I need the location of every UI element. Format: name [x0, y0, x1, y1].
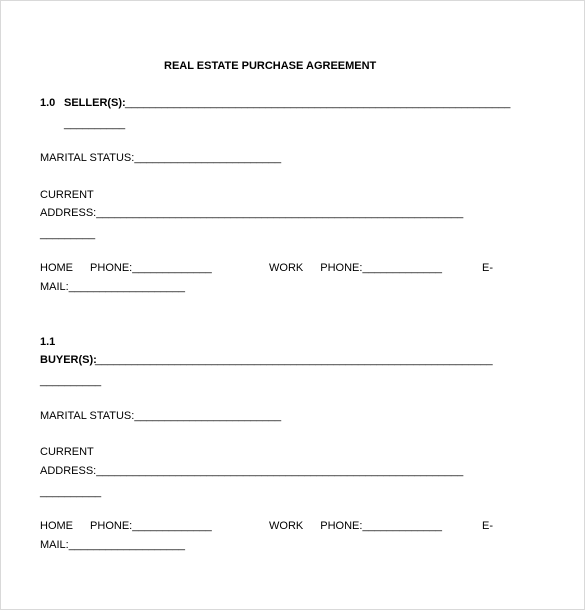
buyer-field-line[interactable]: _________________________________________________________________: [95, 354, 493, 366]
seller-current-label: CURRENT: [40, 189, 94, 201]
buyer-email-field[interactable]: MAIL:___________________: [40, 539, 185, 551]
seller-email-prefix: E-: [482, 262, 493, 274]
buyer-email-prefix: E-: [482, 520, 493, 532]
buyer-label: BUYER(S):: [40, 354, 97, 366]
buyer-section-number: 1.1: [40, 336, 56, 348]
buyer-field-continuation[interactable]: __________: [40, 375, 102, 387]
buyer-address-continuation[interactable]: __________: [40, 486, 102, 498]
buyer-work-phone[interactable]: WORK PHONE:_____________: [269, 520, 442, 532]
seller-field-line[interactable]: _______________________________________________________________: [125, 97, 511, 109]
buyer-marital-status[interactable]: MARITAL STATUS:________________________: [40, 410, 282, 422]
document-title: REAL ESTATE PURCHASE AGREEMENT: [164, 60, 377, 72]
seller-marital-status[interactable]: MARITAL STATUS:________________________: [40, 152, 282, 164]
seller-work-phone[interactable]: WORK PHONE:_____________: [269, 262, 442, 274]
seller-address-continuation[interactable]: _________: [40, 228, 96, 240]
buyer-current-label: CURRENT: [40, 446, 94, 458]
seller-field-continuation[interactable]: __________: [64, 118, 126, 130]
buyer-address-field[interactable]: ADDRESS:____________________________________________________________: [40, 465, 464, 477]
seller-email-field[interactable]: MAIL:___________________: [40, 281, 185, 293]
seller-home-phone[interactable]: HOME PHONE:_____________: [40, 262, 212, 274]
seller-label: SELLER(S):: [64, 97, 126, 109]
seller-address-field[interactable]: ADDRESS:____________________________________________________________: [40, 207, 464, 219]
seller-section-number: 1.0: [40, 97, 56, 109]
buyer-home-phone[interactable]: HOME PHONE:_____________: [40, 520, 212, 532]
